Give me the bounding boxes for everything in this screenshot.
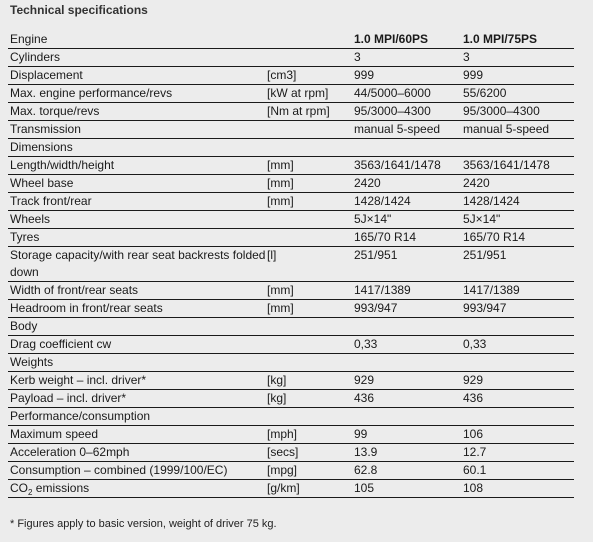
table-row bbox=[8, 157, 574, 175]
row-value-60ps: 62.8 bbox=[354, 463, 378, 477]
table-row bbox=[8, 247, 574, 282]
row-value-60ps: 1417/1389 bbox=[354, 283, 411, 297]
row-label: Body bbox=[10, 319, 38, 333]
table-row bbox=[8, 480, 574, 498]
row-value-75ps: 108 bbox=[463, 481, 484, 495]
row-label: Width of front/rear seats bbox=[10, 283, 139, 297]
table-row bbox=[8, 229, 574, 247]
row-value-60ps: 929 bbox=[354, 373, 375, 387]
row-value-75ps: manual 5-speed bbox=[463, 122, 550, 136]
row-value-60ps: 993/947 bbox=[354, 301, 398, 315]
row-value-75ps: 0,33 bbox=[463, 337, 487, 351]
row-value-75ps: 3563/1641/1478 bbox=[463, 158, 550, 172]
table-row bbox=[8, 49, 574, 67]
row-value-75ps: 436 bbox=[463, 391, 484, 405]
row-value-75ps: 55/6200 bbox=[463, 86, 507, 100]
table-row bbox=[8, 462, 574, 480]
table-row bbox=[8, 193, 574, 211]
header-col-60ps: 1.0 MPI/60PS bbox=[354, 32, 429, 46]
table-row bbox=[8, 354, 574, 372]
row-value-60ps: 95/3000–4300 bbox=[354, 104, 431, 118]
footnote: * Figures apply to basic version, weight of driver 75 kg. bbox=[10, 518, 277, 530]
row-label: Max. engine performance/revs bbox=[10, 86, 173, 100]
row-label: Headroom in front/rear seats bbox=[10, 301, 163, 315]
row-unit: [mm] bbox=[267, 158, 294, 172]
header-col-75ps: 1.0 MPI/75PS bbox=[463, 32, 538, 46]
row-label: Maximum speed bbox=[10, 427, 99, 441]
row-value-60ps: 3563/1641/1478 bbox=[354, 158, 441, 172]
row-unit: [mpg] bbox=[267, 463, 298, 477]
row-value-60ps: 44/5000–6000 bbox=[354, 86, 431, 100]
row-label: Drag coefficient cw bbox=[10, 337, 112, 351]
row-unit: [l] bbox=[267, 248, 277, 262]
row-value-75ps: 2420 bbox=[463, 176, 490, 190]
row-value-60ps: 165/70 R14 bbox=[354, 230, 417, 244]
row-value-60ps: 99 bbox=[354, 427, 368, 441]
row-unit: [cm3] bbox=[267, 68, 297, 82]
table-row bbox=[8, 85, 574, 103]
table-row bbox=[8, 121, 574, 139]
table-row bbox=[8, 175, 574, 193]
row-value-75ps: 929 bbox=[463, 373, 484, 387]
row-unit: [mm] bbox=[267, 283, 294, 297]
row-label bbox=[10, 480, 268, 501]
row-value-60ps: 5J×14" bbox=[354, 212, 392, 226]
row-value-75ps: 60.1 bbox=[463, 463, 487, 477]
table-row bbox=[8, 282, 574, 300]
row-label: Wheel base bbox=[10, 176, 74, 190]
row-label: Acceleration 0–62mph bbox=[10, 445, 130, 459]
row-unit: [kg] bbox=[267, 373, 287, 387]
row-unit: [mm] bbox=[267, 176, 294, 190]
row-unit: [mm] bbox=[267, 194, 294, 208]
page-title: Technical specifications bbox=[10, 3, 148, 17]
row-label: Performance/consumption bbox=[10, 409, 151, 423]
row-label: Track front/rear bbox=[10, 194, 92, 208]
row-value-60ps: 13.9 bbox=[354, 445, 378, 459]
row-value-75ps: 5J×14" bbox=[463, 212, 501, 226]
table-row bbox=[8, 426, 574, 444]
row-unit: [Nm at rpm] bbox=[267, 104, 330, 118]
table-row bbox=[8, 139, 574, 157]
table-header bbox=[8, 31, 574, 49]
row-value-75ps: 106 bbox=[463, 427, 484, 441]
row-value-75ps: 3 bbox=[463, 50, 470, 64]
spec-table bbox=[8, 31, 574, 498]
row-value-75ps: 165/70 R14 bbox=[463, 230, 526, 244]
row-value-60ps: 2420 bbox=[354, 176, 381, 190]
row-label: Payload – incl. driver* bbox=[10, 391, 127, 405]
table-row bbox=[8, 408, 574, 426]
row-label: Cylinders bbox=[10, 50, 61, 64]
row-value-75ps: 95/3000–4300 bbox=[463, 104, 540, 118]
table-row bbox=[8, 211, 574, 229]
row-value-75ps: 251/951 bbox=[463, 248, 507, 262]
row-label: Tyres bbox=[10, 230, 40, 244]
row-label: Max. torque/revs bbox=[10, 104, 100, 118]
row-unit: [kW at rpm] bbox=[267, 86, 329, 100]
row-label: Dimensions bbox=[10, 140, 73, 154]
row-value-75ps: 999 bbox=[463, 68, 484, 82]
row-value-75ps: 1417/1389 bbox=[463, 283, 520, 297]
row-label-text: emissions bbox=[35, 481, 90, 495]
row-unit: [secs] bbox=[267, 445, 299, 459]
row-label: Wheels bbox=[10, 212, 51, 226]
row-label: Displacement bbox=[10, 68, 83, 82]
row-value-60ps: manual 5-speed bbox=[354, 122, 441, 136]
row-label: Kerb weight – incl. driver* bbox=[10, 373, 147, 387]
table-row bbox=[8, 390, 574, 408]
row-value-60ps: 0,33 bbox=[354, 337, 378, 351]
table-row bbox=[8, 444, 574, 462]
row-value-75ps: 1428/1424 bbox=[463, 194, 520, 208]
row-label: Weights bbox=[10, 355, 54, 369]
table-row bbox=[8, 300, 574, 318]
row-label: Consumption – combined (1999/100/EC) bbox=[10, 463, 228, 477]
row-value-60ps: 105 bbox=[354, 481, 375, 495]
row-label: Length/width/height bbox=[10, 158, 115, 172]
row-unit: [mm] bbox=[267, 301, 294, 315]
row-unit: [g/km] bbox=[267, 481, 300, 495]
row-value-75ps: 993/947 bbox=[463, 301, 507, 315]
row-value-60ps: 1428/1424 bbox=[354, 194, 411, 208]
table-row bbox=[8, 103, 574, 121]
row-unit: [kg] bbox=[267, 391, 287, 405]
row-value-60ps: 436 bbox=[354, 391, 375, 405]
table-row bbox=[8, 318, 574, 336]
row-label: Storage capacity/with rear seat backrests folded down bbox=[10, 248, 266, 279]
table-row bbox=[8, 336, 574, 354]
row-unit: [mph] bbox=[267, 427, 298, 441]
table-row bbox=[8, 372, 574, 390]
header-label: Engine bbox=[10, 32, 48, 46]
row-value-60ps: 999 bbox=[354, 68, 375, 82]
row-label-subscript: 2 bbox=[28, 488, 33, 497]
table-row bbox=[8, 67, 574, 85]
row-label: Transmission bbox=[10, 122, 81, 136]
row-value-60ps: 3 bbox=[354, 50, 361, 64]
row-label-prefix: CO bbox=[10, 481, 28, 495]
row-value-75ps: 12.7 bbox=[463, 445, 487, 459]
row-value-60ps: 251/951 bbox=[354, 248, 398, 262]
